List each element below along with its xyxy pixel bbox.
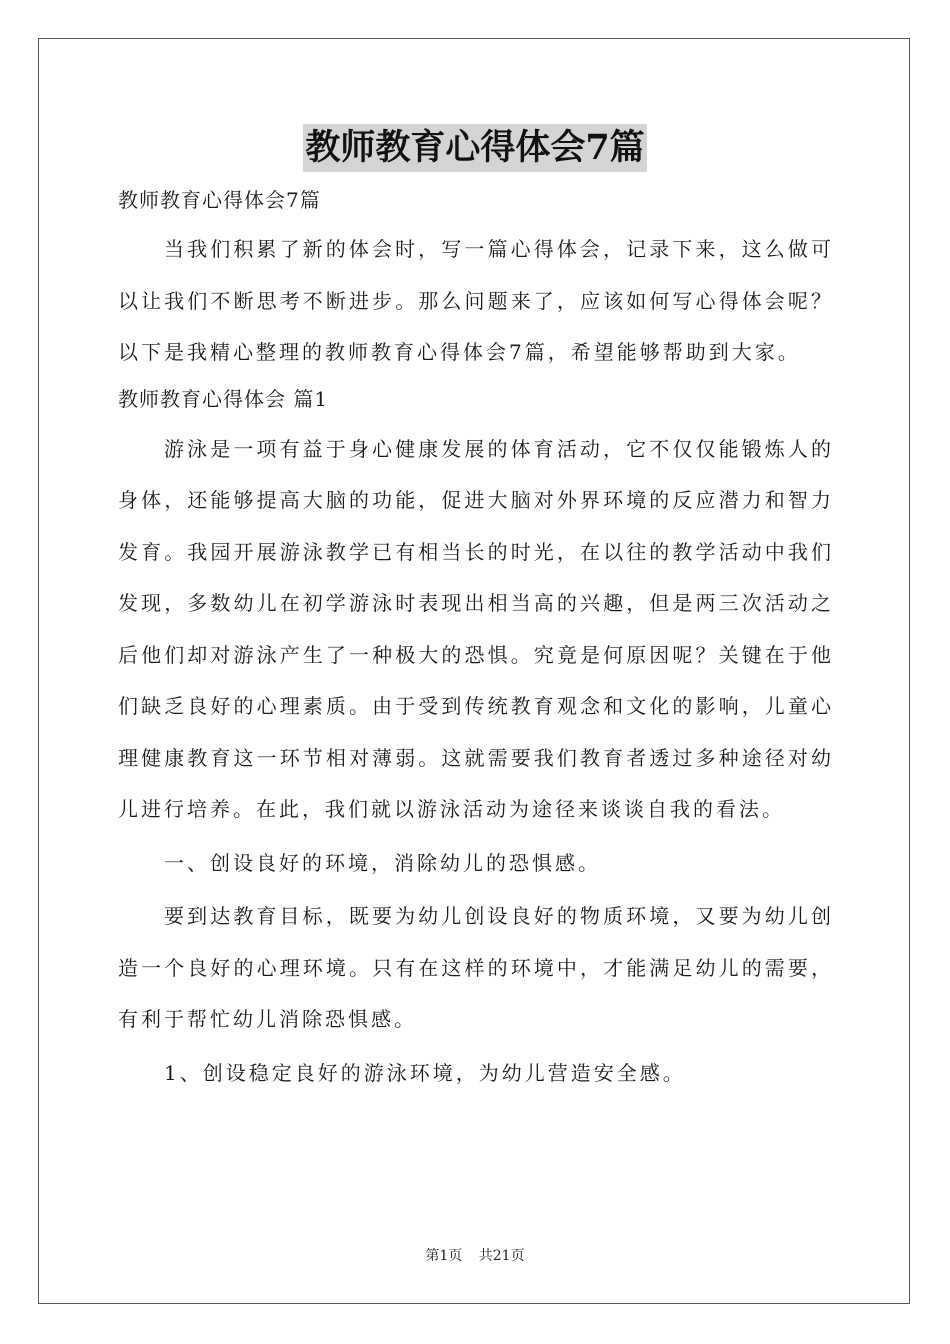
section-heading: 教师教育心得体会 篇1 bbox=[118, 386, 329, 411]
page-number-current: 第1页 bbox=[425, 1248, 463, 1264]
body-paragraph: 一、创设良好的环境，消除幼儿的恐惧感。 bbox=[164, 850, 601, 875]
document-title: 教师教育心得体会7篇 bbox=[303, 124, 646, 172]
title-container bbox=[0, 124, 950, 172]
intro-paragraph: 当我们积累了新的体会时，写一篇心得体会，记录下来，这么做可以让我们不断思考不断进步。那么问题来了，应该如何写心得体会呢？以下是我精心整理的教师教育心得体会7篇，希望能够帮助到大家。 bbox=[118, 237, 834, 364]
body-paragraph: 1、创设稳定良好的游泳环境，为幼儿营造安全感。 bbox=[164, 1060, 686, 1085]
document-body bbox=[118, 178, 834, 1099]
document-subtitle: 教师教育心得体会7篇 bbox=[118, 188, 321, 212]
page-number-total: 共21页 bbox=[478, 1248, 525, 1264]
body-paragraph: 游泳是一项有益于身心健康发展的体育活动，它不仅仅能锻炼人的身体，还能够提高大脑的功能，促进大脑对外界环境的反应潜力和智力发育。我园开展游泳教学已有相当长的时光，在以往的教学活动中我们发现，多数幼儿在初学游泳时表现出相当高的兴趣，但是两三次活动之后他们却对游泳产生了一种极大的恐惧。究竟是何原因呢？关键在于他们缺乏良好的心理素质。由于受到传统教育观念和文化的影响，儿童心理健康教育这一环节相对薄弱。这就需要我们教育者透过多种途径对幼儿进行培养。在此，我们就以游泳活动为途径来谈谈自我的看法。 bbox=[118, 436, 834, 821]
body-paragraph: 要到达教育目标，既要为幼儿创设良好的物质环境，又要为幼儿创造一个良好的心理环境。只有在这样的环境中，才能满足幼儿的需要，有利于帮忙幼儿消除恐惧感。 bbox=[118, 904, 834, 1031]
page-footer bbox=[0, 1246, 950, 1266]
